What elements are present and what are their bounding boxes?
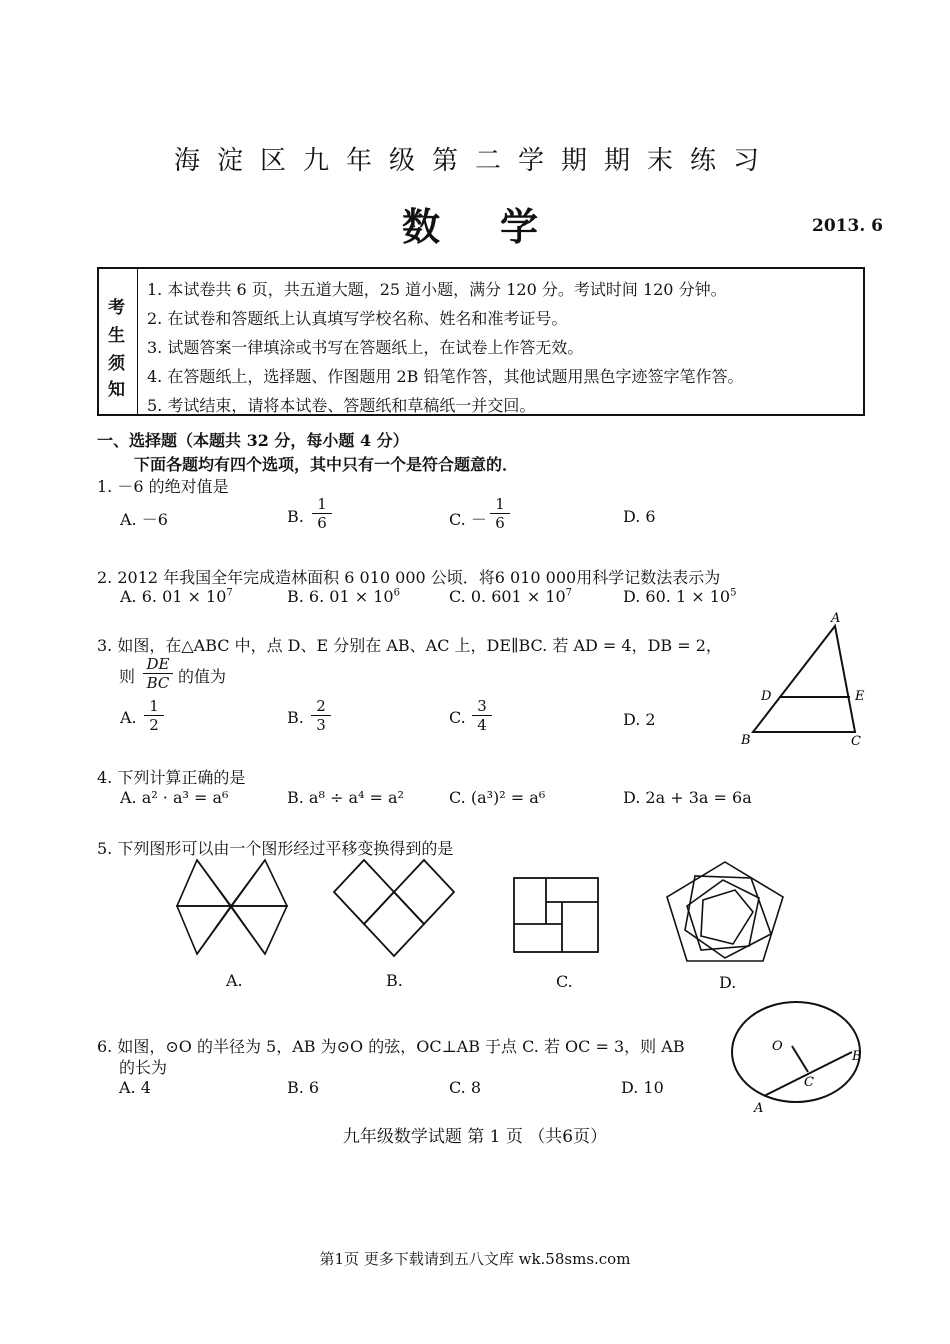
fraction-numerator: 3 xyxy=(472,697,492,716)
notice-line: 2. 在试卷和答题纸上认真填写学校名称、姓名和准考证号。 xyxy=(147,309,568,328)
fraction-denominator: 6 xyxy=(317,514,327,532)
q2-option-b xyxy=(287,587,400,606)
pentagon-inner xyxy=(701,890,753,944)
q6-option-a: A. 4 xyxy=(119,1078,151,1097)
triangle-abc xyxy=(753,626,855,732)
q4-stem: 4. 下列计算正确的是 xyxy=(97,768,246,787)
bowtie-triangle xyxy=(231,860,287,906)
notice-side-char: 知 xyxy=(108,380,125,400)
q3-stem-suffix: 的值为 xyxy=(178,667,227,686)
download-note: 第1页 更多下载请到五八文库 wk.58sms.com xyxy=(319,1250,631,1268)
q3-stem-prefix: 则 xyxy=(119,667,136,686)
notice-side-char: 须 xyxy=(108,354,125,374)
q2-option-d xyxy=(623,587,736,606)
q2-option-d-text: D. 60. 1 × 10 xyxy=(623,587,731,606)
fraction-numerator: 1 xyxy=(490,495,510,514)
point-b-label: B xyxy=(852,1049,862,1064)
q1-option-b-fraction xyxy=(312,495,332,532)
q5-figure-c xyxy=(512,876,602,956)
q5-figure-d xyxy=(663,860,787,964)
fraction-denominator: 6 xyxy=(495,514,505,532)
fraction-denominator: 2 xyxy=(149,716,159,734)
notice-box xyxy=(97,267,865,416)
q5-label-b: B. xyxy=(386,971,403,990)
notice-line: 4. 在答题纸上，选择题、作图题用 2B 铅笔作答，其他试题用黑色字迹签字笔作答。 xyxy=(147,367,744,386)
bowtie-triangle xyxy=(177,860,231,906)
q3-stem: 3. 如图，在△ABC 中，点 D、E 分别在 AB、AC 上，DE∥BC. 若 AD = 4，DB = 2， xyxy=(97,636,722,655)
point-e-label: E xyxy=(855,689,865,704)
point-d-label: D xyxy=(761,689,772,704)
point-a-label: A xyxy=(754,1101,764,1116)
notice-side-char: 生 xyxy=(108,326,125,346)
fraction-numerator: DE xyxy=(143,655,173,674)
fraction-denominator: BC xyxy=(146,674,170,692)
notice-line: 1. 本试卷共 6 页，共五道大题，25 道小题，满分 120 分。考试时间 120 分钟。 xyxy=(147,280,727,299)
notice-side-char: 考 xyxy=(108,298,125,318)
point-o-label: O xyxy=(772,1039,783,1054)
q3-ratio-fraction xyxy=(143,655,173,692)
q1-option-d: D. 6 xyxy=(623,507,656,526)
q5-label-c: C. xyxy=(556,972,573,991)
point-c-label: C xyxy=(851,734,861,749)
exam-title: 海淀区九年级第二学期期末练习 xyxy=(173,146,776,176)
section-instruction: 下面各题均有四个选项，其中只有一个是符合题意的． xyxy=(134,455,519,474)
q1-stem: 1. －6 的绝对值是 xyxy=(97,477,229,496)
q5-label-d: D. xyxy=(719,973,737,992)
q1-option-c-label: C. － xyxy=(449,510,487,529)
q1-option-b-label: B. xyxy=(287,507,304,526)
q6-stem: 6. 如图，⊙O 的半径为 5，AB 为⊙O 的弦，OC⊥AB 于点 C. 若 OC = 3，则 AB xyxy=(97,1037,685,1056)
q2-option-b-text: B. 6. 01 × 10 xyxy=(287,587,394,606)
q2-option-a-exp: 7 xyxy=(226,587,233,599)
q2-option-a-text: A. 6. 01 × 10 xyxy=(120,587,227,606)
segment-oc xyxy=(792,1046,808,1072)
section-heading: 一、选择题（本题共 32 分，每小题 4 分） xyxy=(97,431,409,450)
q6-option-b: B. 6 xyxy=(287,1078,320,1097)
q3-option-a-label: A. xyxy=(120,708,137,727)
q3-option-c-label: C. xyxy=(449,708,466,727)
q2-option-c-exp: 7 xyxy=(565,587,573,599)
fraction-numerator: 1 xyxy=(312,495,332,514)
q6-option-c: C. 8 xyxy=(449,1078,482,1097)
q1-option-a: A. －6 xyxy=(120,510,168,529)
notice-line: 3. 试题答案一律填涂或书写在答题纸上，在试卷上作答无效。 xyxy=(147,338,584,357)
diamond-shape xyxy=(364,892,424,956)
q3-option-d: D. 2 xyxy=(623,710,656,729)
q4-option-d: D. 2a + 3a = 6a xyxy=(623,788,752,807)
fraction-denominator: 3 xyxy=(316,716,326,734)
q2-option-b-exp: 6 xyxy=(393,587,400,599)
bowtie-triangle xyxy=(177,906,231,954)
point-b-label: B xyxy=(741,733,751,748)
q2-option-c xyxy=(449,587,572,606)
notice-line: 5. 考试结束，请将本试卷、答题纸和草稿纸一并交回。 xyxy=(147,396,536,415)
exam-date: 2013. 6 xyxy=(812,216,883,236)
outer-rectangle xyxy=(514,878,598,952)
pentagon-rotated xyxy=(685,876,771,958)
q5-figure-b xyxy=(332,858,456,958)
point-a-label: A xyxy=(831,611,841,626)
q2-option-d-exp: 5 xyxy=(730,587,737,599)
page-footer: 九年级数学试题 第 1 页 （共6页） xyxy=(342,1127,608,1147)
notice-side-label xyxy=(99,269,138,414)
q1-option-c-fraction xyxy=(490,495,510,532)
fraction-denominator: 4 xyxy=(477,716,487,734)
fraction-numerator: 2 xyxy=(311,697,331,716)
q4-option-a: A. a² · a³ = a⁶ xyxy=(120,788,229,807)
q6-circle-figure xyxy=(728,1000,864,1116)
q3-triangle-figure xyxy=(735,612,865,752)
q3-option-a-fraction xyxy=(144,697,164,734)
q3-option-c-fraction xyxy=(472,697,492,734)
q5-label-a: A. xyxy=(226,971,243,990)
q3-option-b-fraction xyxy=(311,697,331,734)
q4-option-b: B. a⁸ ÷ a⁴ = a² xyxy=(287,788,404,807)
point-c-label: C xyxy=(804,1075,814,1090)
q2-option-c-text: C. 0. 601 × 10 xyxy=(449,587,566,606)
subject-title: 数学 xyxy=(401,204,598,249)
q5-figure-a xyxy=(175,858,290,958)
diamond-shape xyxy=(334,860,394,924)
diamond-shape xyxy=(394,860,454,924)
q4-option-c: C. (a³)² = a⁶ xyxy=(449,788,546,807)
q6-stem-2: 的长为 xyxy=(119,1058,168,1077)
q2-stem: 2. 2012 年我国全年完成造林面积 6 010 000 公顷．将6 010 000用科学记数法表示为 xyxy=(97,568,721,587)
q5-stem: 5. 下列图形可以由一个图形经过平移变换得到的是 xyxy=(97,839,454,858)
pentagon-rotated xyxy=(687,880,759,950)
q6-option-d: D. 10 xyxy=(621,1078,664,1097)
q2-option-a xyxy=(120,587,233,606)
fraction-numerator: 1 xyxy=(144,697,164,716)
q3-option-b-label: B. xyxy=(287,708,304,727)
